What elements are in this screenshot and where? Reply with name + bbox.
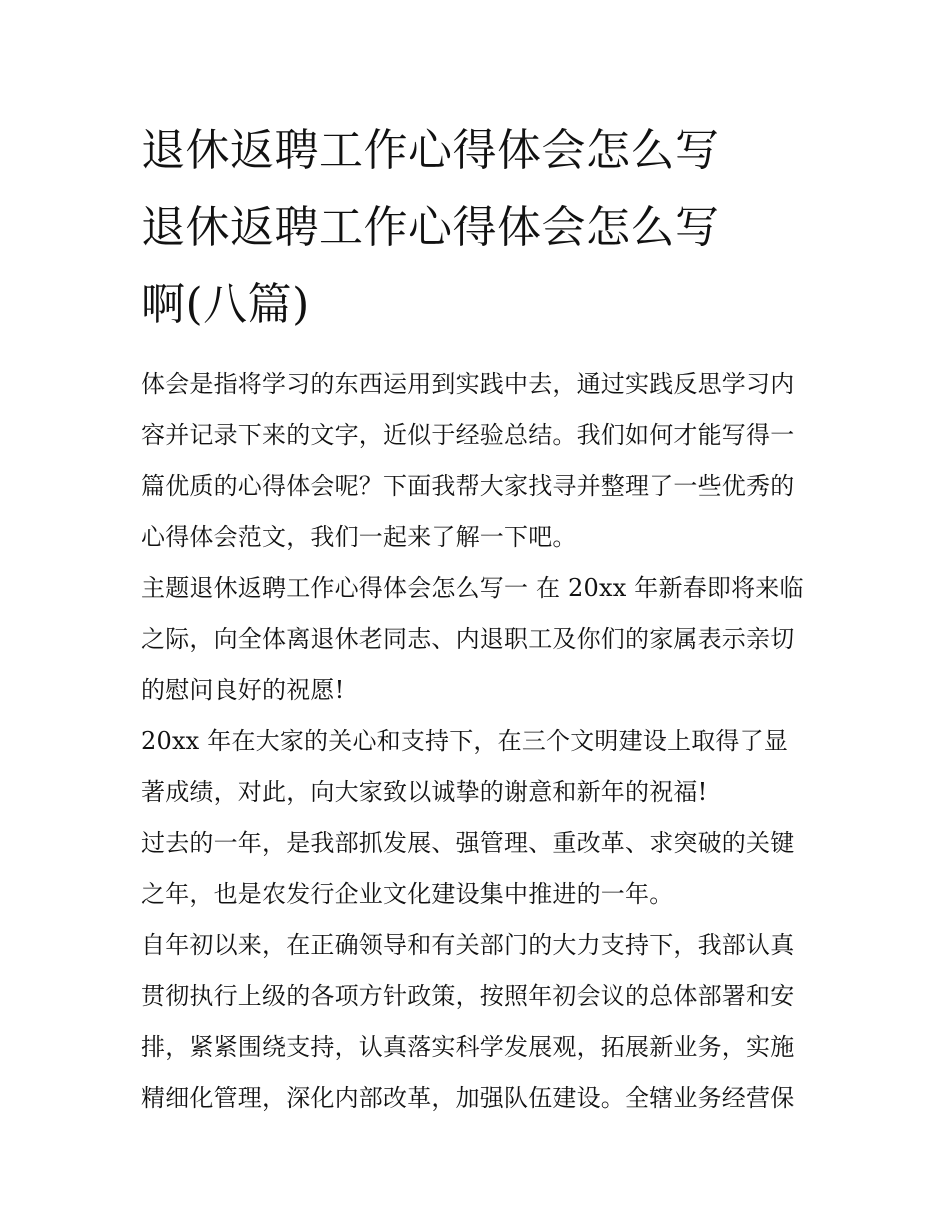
- text-line: 之际，向全体离退休老同志、内退职工及你们的家属表示亲切: [141, 625, 795, 653]
- paragraph-review: [141, 818, 813, 920]
- title-line: 啊(八篇): [141, 279, 310, 330]
- paragraph-intro: [141, 359, 813, 563]
- document-content: [141, 112, 813, 1124]
- text-line: 篇优质的心得体会呢？下面我帮大家找寻并整理了一些优秀的: [141, 472, 795, 500]
- document-title: [141, 112, 813, 343]
- paragraph-thanks: [141, 716, 813, 818]
- text-line: 之年，也是农发行企业文化建设集中推进的一年。: [141, 880, 674, 908]
- title-line: 退休返聘工作心得体会怎么写: [141, 202, 720, 253]
- text-line: 自年初以来，在正确领导和有关部门的大力支持下，我部认真: [141, 931, 795, 959]
- paragraph-progress: [141, 920, 813, 1124]
- text-line: 容并记录下来的文字，近似于经验总结。我们如何才能写得一: [141, 421, 795, 449]
- text-line: 主题退休返聘工作心得体会怎么写一 在 20xx 年新春即将来临: [141, 574, 804, 602]
- text-line: 的慰问良好的祝愿!: [141, 676, 345, 704]
- text-line: 过去的一年，是我部抓发展、强管理、重改革、求突破的关键: [141, 829, 795, 857]
- paragraph-greeting: [141, 563, 813, 716]
- text-line: 体会是指将学习的东西运用到实践中去，通过实践反思学习内: [141, 370, 795, 398]
- text-line: 精细化管理，深化内部改革，加强队伍建设。全辖业务经营保: [141, 1084, 795, 1112]
- text-line: 20xx 年在大家的关心和支持下，在三个文明建设上取得了显: [141, 727, 789, 755]
- text-line: 贯彻执行上级的各项方针政策，按照年初会议的总体部署和安: [141, 982, 795, 1010]
- text-line: 著成绩，对此，向大家致以诚挚的谢意和新年的祝福!: [141, 778, 708, 806]
- text-line: 心得体会范文，我们一起来了解一下吧。: [141, 523, 577, 551]
- document-body: [141, 359, 813, 1124]
- title-line: 退休返聘工作心得体会怎么写: [141, 125, 720, 176]
- text-line: 排，紧紧围绕支持，认真落实科学发展观，拓展新业务，实施: [141, 1033, 795, 1061]
